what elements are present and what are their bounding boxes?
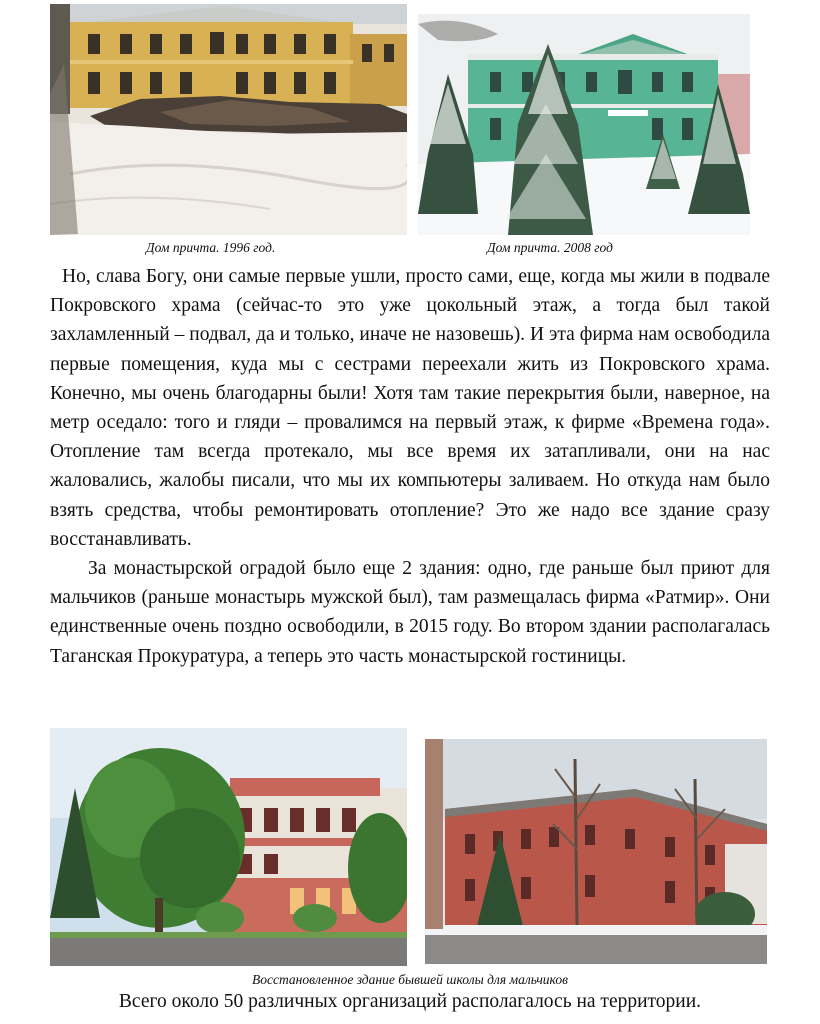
caption-restored-school: Восстановленное здание бывшей школы для мальчиков — [252, 972, 568, 987]
photo-restored-school-left — [50, 728, 407, 966]
main-text — [50, 262, 770, 671]
paragraph-2: За монастырской оградой было еще 2 здания: одно, где раньше был приют для мальчиков (раньше монастырь мужской был), там размещалась фирма «Ратмир». Они единственные очень поздно освободили, в 2015 году. Во втором здании располагалась Таганская Прокуратура, а теперь это часть монастырской гостиницы. — [50, 558, 770, 667]
photo-house-1996 — [50, 4, 407, 235]
caption-photo-2008: Дом причта. 2008 год — [487, 240, 613, 255]
photo-restored-school-right — [425, 739, 767, 964]
paragraph-1: Но, слава Богу, они самые первые ушли, просто сами, еще, когда мы жили в подвале Покровского храма (сейчас-то это уже цокольный этаж, а тогда был такой захламленный – подвал, да и только, иначе не назовешь). И эта фирма нам освободила первые помещения, куда мы с сестрами переехали жить из Покровского храма. Конечно, мы очень благодарны были! Хотя там такие перекрытия были, наверное, на метр оседало: того и гляди – провалимся на первый этаж, к фирме «Времена года». Отопление там всегда протекало, мы все время их затапливали, они на нас жаловались, жалобы писали, что мы их компьютеры заливаем. Но откуда нам было взять средства, чтобы ремонтировать отопление? Это же надо все здание сразу восстанавливать. — [50, 266, 770, 550]
photo-house-2008 — [418, 14, 750, 235]
caption-photo-1996: Дом причта. 1996 год. — [146, 240, 276, 255]
final-line: Всего около 50 различных организаций располагалось на территории. — [118, 991, 702, 1012]
